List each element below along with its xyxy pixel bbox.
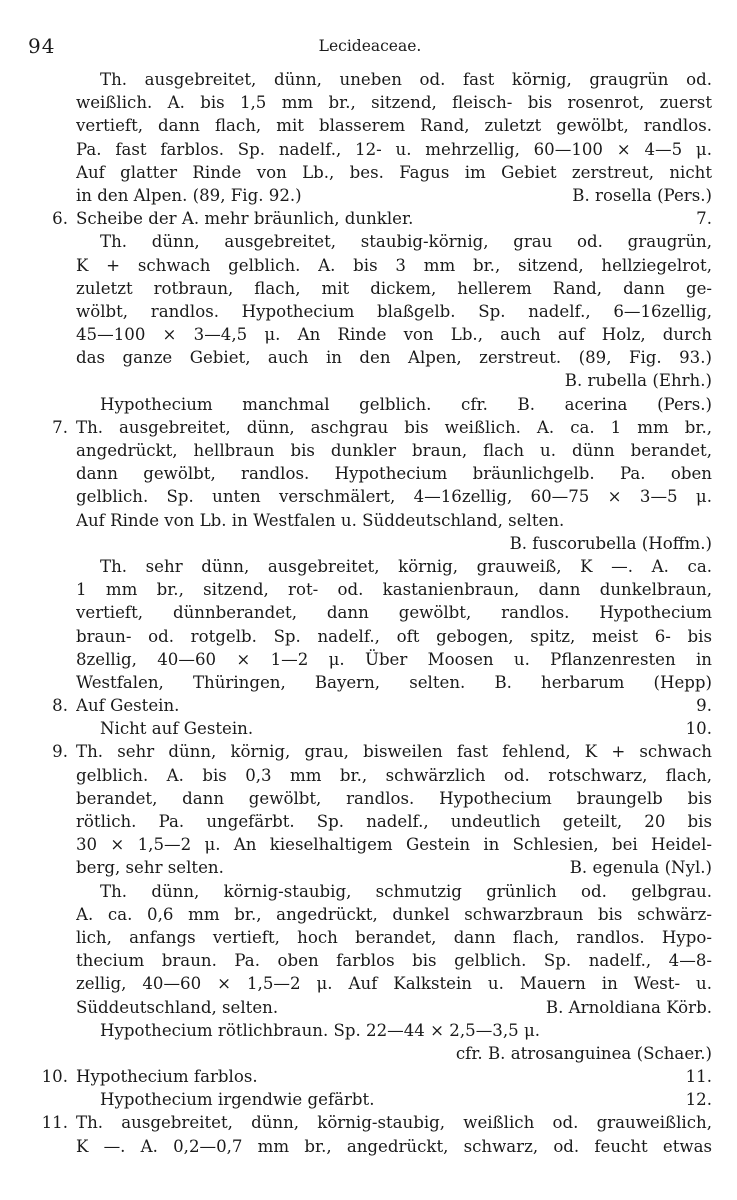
line-right-text: 11. — [685, 1067, 712, 1087]
text-line — [28, 369, 712, 392]
text-line — [28, 833, 712, 856]
line-text: Th. ausgebreitet, dünn, aschgrau bis weißlich. A. ca. 1 mm br., — [76, 417, 712, 437]
species-name: cfr. B. atrosanguinea (Schaer.) — [455, 1043, 712, 1063]
text-line — [28, 1042, 712, 1065]
line-left-text: berg, sehr selten. — [76, 858, 224, 878]
line-left-text: Hypothecium farblos. — [76, 1067, 258, 1087]
text-line — [28, 416, 712, 439]
line-text — [100, 1088, 712, 1111]
line-text: braun- od. rotgelb. Sp. nadelf., oft gebogen, spitz, meist 6- bis — [76, 626, 712, 646]
text-line — [28, 161, 712, 184]
text-line — [28, 439, 712, 462]
line-text: gelblich. Sp. unten verschmälert, 4—16zellig, 60—75 × 3—5 μ. — [76, 487, 712, 507]
text-line — [28, 903, 712, 926]
line-text: 45—100 × 3—4,5 μ. An Rinde von Lb., auch auf Holz, durch — [76, 325, 712, 345]
text-line — [28, 1135, 712, 1158]
line-text: Westfalen, Thüringen, Bayern, selten. B. herbarum (Hepp) — [76, 672, 712, 692]
line-text: Th. sehr dünn, ausgebreitet, körnig, grauweiß, K —. A. ca. — [100, 556, 712, 576]
text-line — [28, 810, 712, 833]
text-line — [28, 671, 712, 694]
couplet-number: 11. — [41, 1113, 68, 1133]
text-line — [28, 926, 712, 949]
line-text: Th. dünn, ausgebreitet, staubig-körnig, grau od. graugrün, — [100, 232, 712, 252]
line-right-text: 7. — [696, 209, 712, 229]
line-left-text: Auf Gestein. — [76, 696, 180, 716]
line-text: berandet, dann gewölbt, randlos. Hypothecium braungelb bis — [76, 788, 712, 808]
text-line — [28, 856, 712, 879]
line-text: vertieft, dann flach, mit blasserem Rand, zuletzt gewölbt, randlos. — [76, 116, 712, 136]
line-text — [76, 1065, 712, 1088]
line-left-text: Hypothecium irgendwie gefärbt. — [100, 1090, 375, 1110]
text-line — [28, 114, 712, 137]
text-line — [28, 787, 712, 810]
text-line — [28, 1065, 712, 1088]
text-line — [28, 207, 712, 230]
line-text: gelblich. A. bis 0,3 mm br., schwärzlich od. rotschwarz, flach, — [76, 765, 712, 785]
line-text: vertieft, dünnberandet, dann gewölbt, randlos. Hypothecium — [76, 603, 712, 623]
line-left-text: in den Alpen. (89, Fig. 92.) — [76, 185, 302, 205]
line-text: Auf glatter Rinde von Lb., bes. Fagus im Gebiet zerstreut, nicht — [76, 162, 712, 182]
line-text — [100, 717, 712, 740]
line-right-text: B. rosella (Pers.) — [572, 185, 712, 205]
line-left-text: Scheibe der A. mehr bräunlich, dunkler. — [76, 209, 414, 229]
species-name: B. fuscorubella (Hoffm.) — [509, 533, 712, 553]
text-line — [28, 648, 712, 671]
couplet-number: 8. — [52, 696, 68, 716]
text-line — [28, 625, 712, 648]
text-line — [28, 532, 712, 555]
line-right-text: 10. — [685, 719, 712, 739]
line-text: wölbt, randlos. Hypothecium blaßgelb. Sp. nadelf., 6—16zellig, — [76, 301, 712, 321]
line-text: Hypothecium rötlichbraun. Sp. 22—44 × 2,5—3,5 μ. — [100, 1020, 541, 1040]
line-text: dann gewölbt, randlos. Hypothecium bräunlichgelb. Pa. oben — [76, 464, 712, 484]
line-text: thecium braun. Pa. oben farblos bis gelblich. Sp. nadelf., 4—8- — [76, 951, 712, 971]
text-line — [28, 601, 712, 624]
line-text — [76, 694, 712, 717]
text-line — [28, 462, 712, 485]
text-line — [28, 509, 712, 532]
text-line — [28, 1088, 712, 1111]
text-line — [28, 555, 712, 578]
line-text: Th. dünn, körnig-staubig, schmutzig grünlich od. gelbgrau. — [100, 881, 712, 901]
line-text: rötlich. Pa. ungefärbt. Sp. nadelf., undeutlich geteilt, 20 bis — [76, 812, 712, 831]
text-line — [28, 1111, 712, 1134]
text-line — [28, 1019, 712, 1042]
text-line — [28, 578, 712, 601]
text-line — [28, 254, 712, 277]
line-left-text: Süddeutschland, selten. — [76, 997, 279, 1017]
key-text — [28, 68, 712, 1158]
line-text — [76, 856, 712, 879]
line-text: weißlich. A. bis 1,5 mm br., sitzend, fleisch- bis rosenrot, zuerst — [76, 93, 712, 113]
line-text: Pa. fast farblos. Sp. nadelf., 12- u. mehrzellig, 60—100 × 4—5 μ. — [76, 139, 712, 159]
line-left-text: Nicht auf Gestein. — [100, 719, 254, 739]
line-right-text: 12. — [685, 1090, 712, 1110]
line-text: das ganze Gebiet, auch in den Alpen, zerstreut. (89, Fig. 93.) — [76, 348, 712, 368]
running-title: Lecideaceae. — [318, 37, 422, 55]
text-line — [28, 972, 712, 995]
line-text: Th. sehr dünn, körnig, grau, bisweilen fast fehlend, K + schwach — [76, 742, 712, 762]
text-line — [28, 694, 712, 717]
text-line — [28, 485, 712, 508]
couplet-number: 10. — [41, 1067, 68, 1087]
text-line — [28, 717, 712, 740]
text-line — [28, 393, 712, 416]
couplet-number: 9. — [52, 742, 68, 762]
couplet-number: 6. — [52, 209, 68, 229]
line-text — [76, 184, 712, 207]
text-line — [28, 880, 712, 903]
line-text: Th. ausgebreitet, dünn, uneben od. fast körnig, graugrün od. — [100, 70, 712, 89]
text-line — [28, 300, 712, 323]
line-text — [76, 207, 712, 230]
line-text: K + schwach gelblich. A. bis 3 mm br., sitzend, hellziegelrot, — [76, 255, 712, 275]
line-text: Auf Rinde von Lb. in Westfalen u. Süddeutschland, selten. — [76, 510, 565, 530]
line-text: Hypothecium manchmal gelblich. cfr. B. acerina (Pers.) — [100, 394, 712, 414]
line-text: 1 mm br., sitzend, rot- od. kastanienbraun, dann dunkelbraun, — [76, 580, 712, 600]
line-text: zuletzt rotbraun, flach, mit dickem, hellerem Rand, dann ge- — [76, 278, 712, 298]
text-line — [28, 184, 712, 207]
text-line — [28, 764, 712, 787]
text-line — [28, 740, 712, 763]
text-line — [28, 91, 712, 114]
text-line — [28, 949, 712, 972]
line-text: 8zellig, 40—60 × 1—2 μ. Über Moosen u. Pflanzenresten in — [76, 649, 712, 669]
line-right-text: 9. — [696, 696, 712, 716]
line-text: A. ca. 0,6 mm br., angedrückt, dunkel schwarzbraun bis schwärz- — [76, 904, 712, 924]
couplet-number: 7. — [52, 417, 68, 437]
line-right-text: B. egenula (Nyl.) — [569, 858, 712, 878]
line-text: Th. ausgebreitet, dünn, körnig-staubig, weißlich od. grauweißlich, — [76, 1113, 712, 1133]
text-line — [28, 346, 712, 369]
text-line — [28, 277, 712, 300]
line-text: angedrückt, hellbraun bis dunkler braun, flach u. dünn berandet, — [76, 441, 712, 460]
species-name: B. rubella (Ehrh.) — [564, 371, 712, 391]
text-line — [28, 996, 712, 1019]
text-line — [28, 230, 712, 253]
line-text: K —. A. 0,2—0,7 mm br., angedrückt, schwarz, od. feucht etwas — [76, 1136, 712, 1156]
line-text: zellig, 40—60 × 1,5—2 μ. Auf Kalkstein u. Mauern in West- u. — [76, 974, 712, 994]
line-text — [76, 996, 712, 1019]
line-text: 30 × 1,5—2 μ. An kieselhaltigem Gestein in Schlesien, bei Heidel- — [76, 835, 712, 855]
line-right-text: B. Arnoldiana Körb. — [545, 997, 712, 1017]
text-line — [28, 68, 712, 91]
page-header — [28, 34, 712, 58]
text-line — [28, 323, 712, 346]
line-text: lich, anfangs vertieft, hoch berandet, dann flach, randlos. Hypo- — [76, 927, 712, 947]
text-line — [28, 138, 712, 161]
page-number: 94 — [28, 34, 56, 58]
